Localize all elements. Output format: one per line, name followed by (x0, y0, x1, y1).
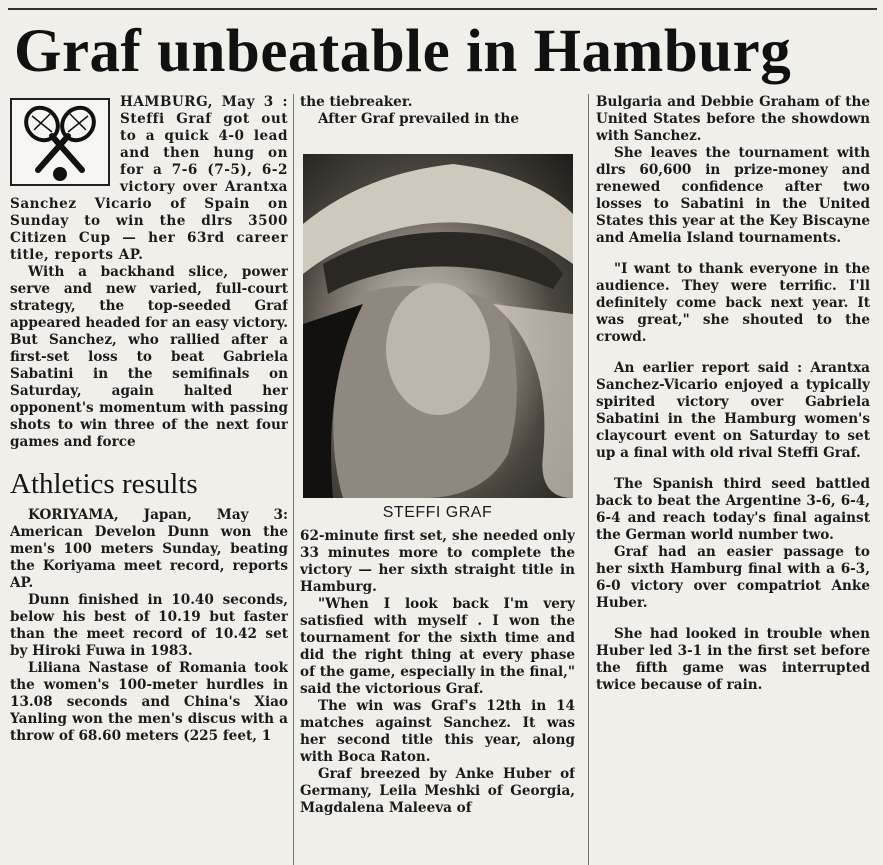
article-paragraph: The Spanish third seed battled back to beat the Argentine 3-6, 6-4, 6-4 and reach today's final against the German world number two. (596, 476, 870, 543)
article-paragraph: She leaves the tournament with dlrs 60,600 in prize-money and renewed confidence after two losses to Sabatini in the United States this year at the Key Biscayne and Amelia Island tournaments. (596, 145, 870, 246)
column-rule-2 (588, 94, 589, 865)
column-3 (596, 94, 870, 865)
article-paragraph: the tiebreaker. (300, 94, 413, 110)
article-paragraph: An earlier report said : Arantxa Sanchez-Vicario enjoyed a typically spirited victory over Gabriela Sabatini in the Hamburg women's claycourt event on Saturday to set up a final with old rival Steffi Graf. (596, 360, 870, 461)
article-paragraph: Bulgaria and Debbie Graham of the United States before the showdown with Sanchez. (596, 94, 870, 144)
column-rule-1 (293, 94, 294, 865)
photo-caption: STEFFI GRAF (382, 504, 493, 521)
article-paragraph: Graf breezed by Anke Huber of Germany, Leila Meshki of Georgia, Magdalena Maleeva of (300, 766, 575, 816)
athletics-subhead: Athletics results (10, 468, 198, 500)
crossed-tennis-rackets-icon (10, 98, 110, 186)
steffi-graf-photo (303, 154, 573, 498)
article-paragraph: HAMBURG, May 3 : Steffi Graf got out to a quick 4-0 lead and then hung on for a 7-6 (7-5), 6-2 victory over Arantxa Sanchez Vicario of Spain on Sunday to win the dlrs 3500 Citizen Cup — her 63rd career title, reports AP. (10, 94, 288, 263)
column-2 (300, 94, 575, 865)
top-rule (8, 8, 877, 10)
athletics-paragraph: KORIYAMA, Japan, May 3: American Develon Dunn won the men's 100 meters Sunday, beating the Koriyama meet record, reports AP. (10, 507, 288, 591)
article-paragraph: With a backhand slice, power serve and new varied, full-court strategy, the top-seeded Graf appeared headed for an easy victory. But Sanchez, who rallied after a first-set loss to beat Gabriela Sabatini in the semifinals on Saturday, again halted her opponent's momentum with passing shots to win three of the next four games and force (10, 264, 288, 450)
article-paragraph: "I want to thank everyone in the audience. They were terrific. I'll definitely come back next year. It was great," she shouted to the crowd. (596, 261, 870, 345)
athletics-paragraph: Dunn finished in 10.40 seconds, below his best of 10.19 but faster than the meet record of 10.42 set by Hiroki Fuwa in 1983. (10, 592, 288, 659)
article-paragraph: Graf had an easier passage to her sixth Hamburg final with a 6-3, 6-0 victory over compatriot Anke Huber. (596, 544, 870, 611)
article-paragraph: After Graf prevailed in the (318, 111, 519, 127)
headline: Graf unbeatable in Hamburg (14, 18, 792, 85)
athletics-paragraph: Liliana Nastase of Romania took the women's 100-meter hurdles in 13.08 seconds and China's Xiao Yanling won the men's discus with a throw of 68.60 meters (225 feet, 1 (10, 660, 288, 744)
article-paragraph: "When I look back I'm very satisfied with myself . I won the tournament for the sixth time and did the right thing at every phase of the game, especially in the final," said the victorious Graf. (300, 596, 575, 697)
column-1 (10, 94, 288, 865)
article-paragraph: 62-minute first set, she needed only 33 minutes more to complete the victory — her sixth straight title in Hamburg. (300, 528, 575, 595)
article-paragraph: The win was Graf's 12th in 14 matches against Sanchez. It was her second title this year, along with Boca Raton. (300, 698, 575, 765)
article-paragraph: She had looked in trouble when Huber led 3-1 in the first set before the fifth game was interrupted twice because of rain. (596, 626, 870, 693)
